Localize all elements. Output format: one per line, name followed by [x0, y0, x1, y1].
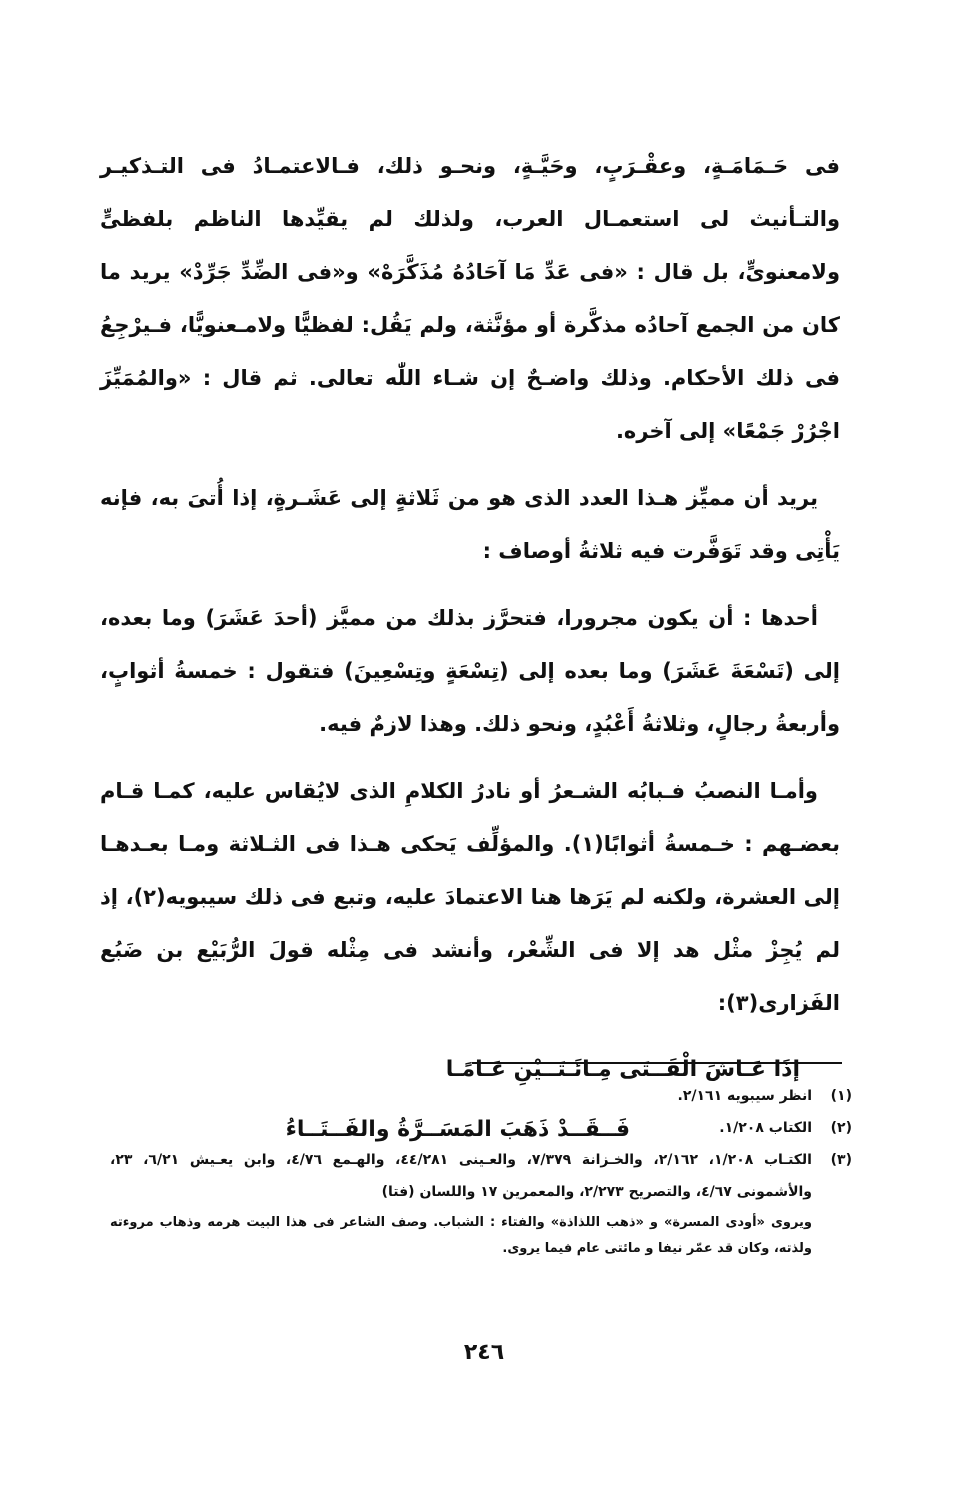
- page-body: [100, 140, 840, 1156]
- paragraph-2: يريد أن مميِّز هـذا العدد الذى هو من ثَلاثةٍ إلى عَشَـرةٍ، إذا أُتىَ به، فإنه يَأْتِى وقد تَوَفَّرت فيه ثلاثةُ أوصاف :: [100, 486, 840, 563]
- footnote-2: [110, 1112, 852, 1144]
- footnote-1: [110, 1080, 852, 1112]
- footnote-text: الكتاب ١/٢٠٨.: [719, 1120, 812, 1136]
- paragraph-1: فى حَـمَامَـةٍ، وعقْـرَبٍ، وحَيَّـةٍ، ونحـو ذلك، فـالاعتمـادُ فى التـذكيـر والتـأنيث لى استعمـال العرب، ولذلك لم يقيِّدها الناظم بلفظىٍّ ولامعنوىٍّ، بل قال : «فى عَدِّ مَا آحَادُهُ مُذَكَّرَهْ» و«فى الضِّدِّ جَرِّدْ» يريد ما كان من الجمع آحادُه مذكَّرة أو مؤنَّثة، ولم يَقُل: لفظيًّا ولامـعنويًّا، فـيرْجِعُ فى ذلك الأحكام. وذلك واضـحٌ إن شـاء اللّٰه تعالى. ثم قال : «والمُمَيِّزَ اجْرُرْ جَمْعًا» إلى آخره.: [100, 154, 840, 443]
- footnote-number: (٣): [830, 1152, 852, 1168]
- footnotes: [110, 1080, 852, 1262]
- footnote-number: (٢): [830, 1120, 852, 1136]
- footnote-text: الكتـاب ١/٢٠٨، ٢/١٦٢، والخـزانة ٧/٣٧٩، والعـينى ٤٤/٢٨١، والهـمع ٤/٧٦، وابن يعـيش ٦/٢١، ٢٣، والأشمونى ٤/٦٧، والتصريح ٢/٢٧٣، والمعمرين ١٧ واللسان (فتا): [110, 1152, 812, 1200]
- paragraph-3: أحدها : أن يكون مجرورا، فتحرَّز بذلك من مميَّز (أحدَ عَشَرَ) وما بعده، إلى (تَسْعَةَ عَشَرَ) وما بعده إلى (تِسْعَةٍ وتِسْعِينَ) فتقول : خمسةُ أثوابٍ، وأربعةُ رجالٍ، وثلاثةُ أَعْبُدٍ، ونحو ذلك. وهذا لازمٌ فيه.: [100, 606, 840, 736]
- verse-line-1: إذَا عَـاشَ الْفَــتَى مِـائَـتَــيْنِ عَـامًـا: [445, 1057, 800, 1082]
- verse-line-2: فَــقَــدْ ذَهَبَ المَسَــرَّةُ والفَــتَــاءُ: [285, 1117, 630, 1142]
- page-number: ٢٤٦: [463, 1340, 505, 1365]
- footnote-3-note: ويروى «أودى المسرة» و «ذهب اللذاذة» والفتاء : الشباب. وصف الشاعر فى هذا البيت هرمه وذهاب مروءته ولذته، وكان قد عمّر نيفا و مائتى عام فيما يروى.: [110, 1215, 812, 1256]
- footnote-number: (١): [830, 1088, 852, 1104]
- paragraph-4: وأمـا النصبُ فـبابُه الشـعرُ أو نادرُ الكلامِ الذى لايُقاس عليه، كمـا قـام بعضـهم : خـمسةُ أثوابًا(١). والمؤلِّف يَحكى هـذا فى الثـلاثة ومـا بعـدهـا إلى العشرة، ولكنه لم يَرَها هنا الاعتمادَ عليه، وتبع فى ذلك سيبويه(٢)، إذ لم يُجِزْ مثْل هد إلا فى الشِّعْر، وأنشد فى مِثْله قولَ الرُّبَيْع بن ضَبُع الفَزارى(٣):: [100, 779, 840, 1015]
- footnote-3: [110, 1144, 852, 1208]
- footnote-text: انظر سيبويه ٢/١٦١.: [677, 1088, 812, 1104]
- footnote-divider: [472, 1062, 842, 1064]
